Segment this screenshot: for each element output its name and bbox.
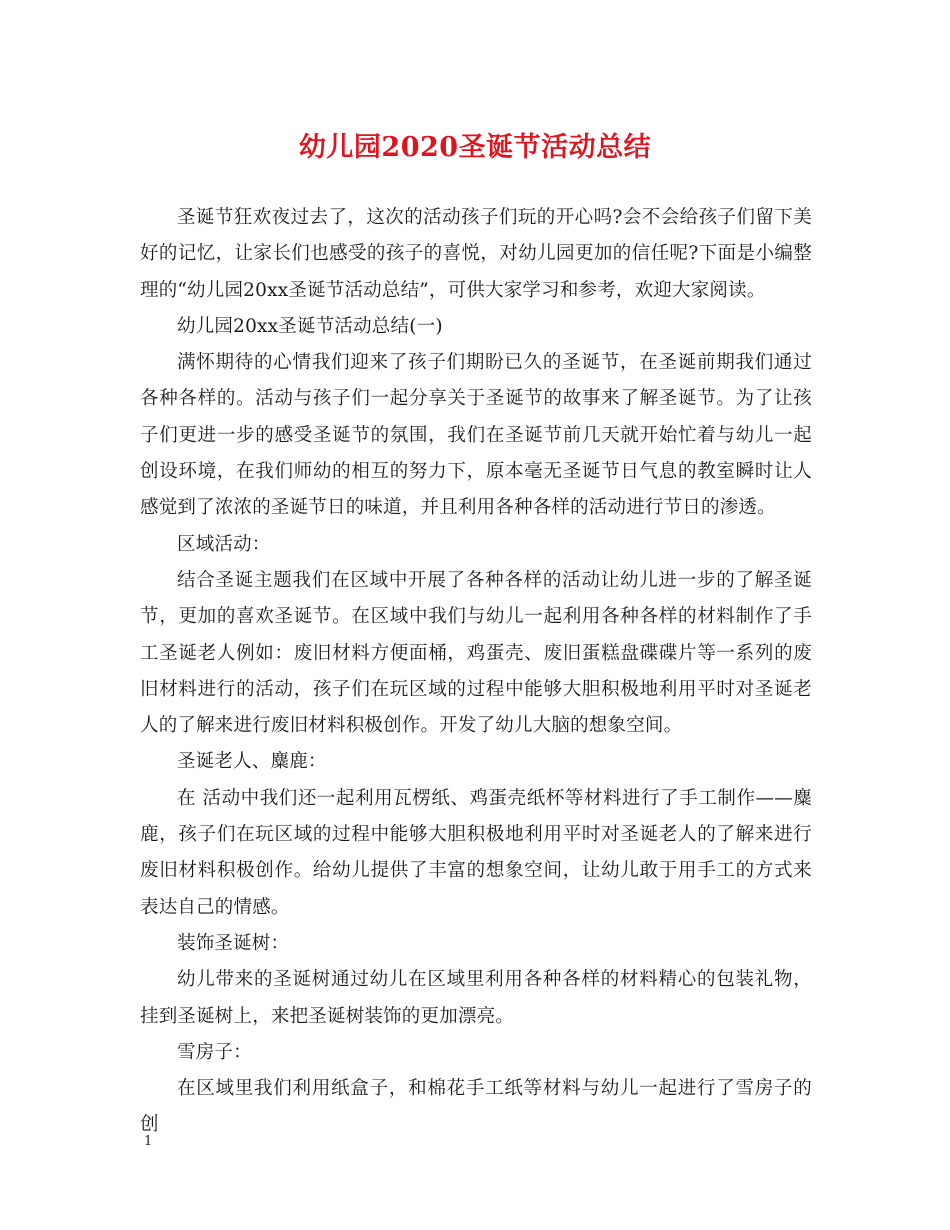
body-paragraph: 在区域里我们利用纸盒子，和棉花手工纸等材料与幼儿一起进行了雪房子的创: [140, 1078, 812, 1136]
document-title: 幼儿园2020圣诞节活动总结: [298, 132, 652, 163]
section-heading: 幼儿园20xx圣诞节活动总结(一): [177, 315, 443, 337]
body-paragraph: 幼儿带来的圣诞树通过幼儿在区域里利用各种各样的材料精心的包装礼物，挂到圣诞树上，来把圣诞树装饰的更加漂亮。: [140, 969, 812, 1027]
intro-paragraph: 圣诞节狂欢夜过去了，这次的活动孩子们玩的开心吗?会不会给孩子们留下美好的记忆，让家长们也感受的孩子的喜悦，对幼儿园更加的信任呢?下面是小编整理的“幼儿园20xx圣诞节活动总结”，可供大家学习和参考，欢迎大家阅读。: [140, 207, 812, 301]
subsection-heading: 圣诞老人、麋鹿：: [177, 751, 327, 773]
subsection-heading: 装饰圣诞树：: [177, 932, 290, 954]
subsection-heading: 雪房子：: [177, 1041, 252, 1063]
subsection-heading: 区域活动：: [177, 533, 271, 555]
body-paragraph: 满怀期待的心情我们迎来了孩子们期盼已久的圣诞节，在圣诞前期我们通过各种各样的。活动与孩子们一起分享关于圣诞节的故事来了解圣诞节。为了让孩子们更进一步的感受圣诞节的氛围，我们在圣诞节前几天就开始忙着与幼儿一起创设环境，在我们师幼的相互的努力下，原本毫无圣诞节日气息的教室瞬时让人感觉到了浓浓的圣诞节日的味道，并且利用各种各样的活动进行节日的渗透。: [140, 352, 812, 519]
body-paragraph: 结合圣诞主题我们在区域中开展了各种各样的活动让幼儿进一步的了解圣诞节，更加的喜欢圣诞节。在区域中我们与幼儿一起利用各种各样的材料制作了手工圣诞老人例如：废旧材料方便面桶，鸡蛋壳、废旧蛋糕盘碟碟片等一系列的废旧材料进行的活动，孩子们在玩区域的过程中能够大胆积极地利用平时对圣诞老人的了解来进行废旧材料积极创作。开发了幼儿大脑的想象空间。: [140, 569, 812, 737]
body-paragraph: 在 活动中我们还一起利用瓦楞纸、鸡蛋壳纸杯等材料进行了手工制作——麋鹿，孩子们在玩区域的过程中能够大胆积极地利用平时对圣诞老人的了解来进行废旧材料积极创作。给幼儿提供了丰富的想象空间，让幼儿敢于用手工的方式来表达自己的情感。: [140, 787, 812, 918]
document-body: [140, 200, 812, 1144]
page-number: 1: [144, 1134, 153, 1149]
